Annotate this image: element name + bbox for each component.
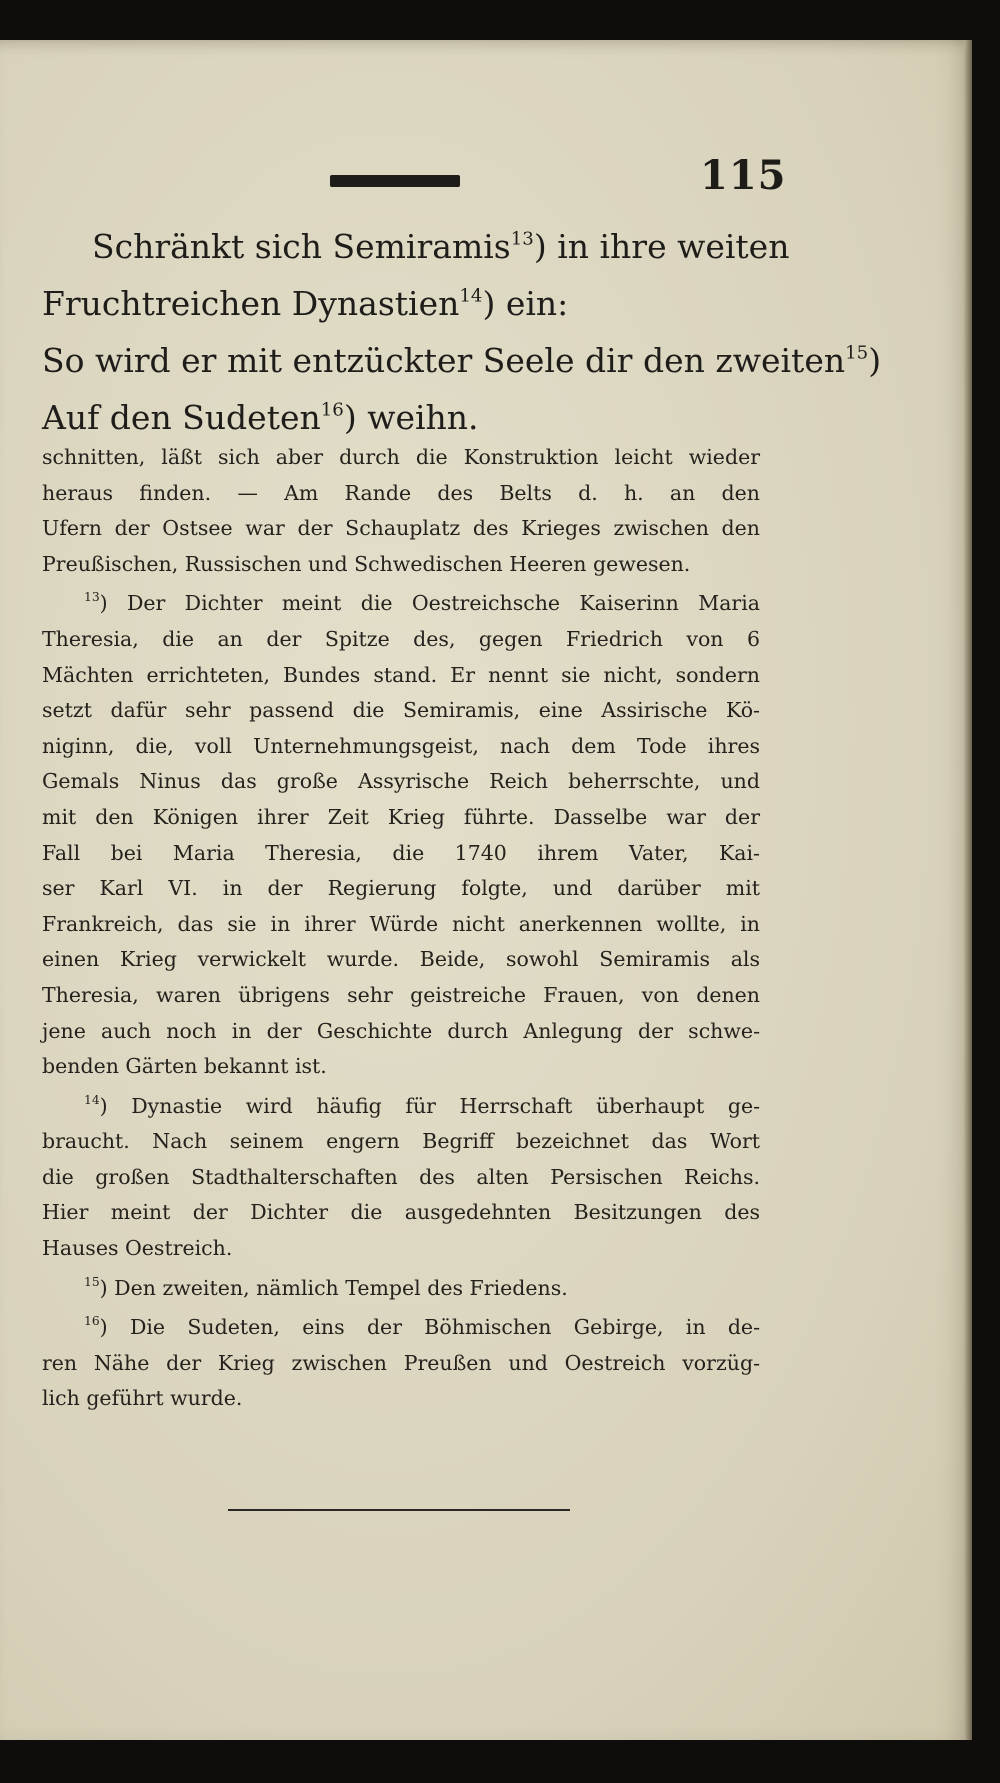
footnote (42, 1089, 760, 1267)
footnote-marker: 16 (320, 399, 344, 421)
footnote-text: ) Die Sudeten, eins der Böhmischen Gebirge, in de- (99, 1315, 760, 1340)
footnote-text: Frankreich, das sie in ihrer Würde nicht anerkennen wollte, in (42, 911, 760, 936)
footnote-line (42, 693, 760, 729)
footnote-text: mit den Königen ihrer Zeit Krieg führte. Dasselbe war der (42, 804, 760, 829)
footnote-line (42, 1381, 760, 1417)
footnote-text: setzt dafür sehr passend die Semiramis, eine Assirische Kö- (42, 698, 760, 723)
footnote-text: Mächten errichteten, Bundes stand. Er nennt sie nicht, sondern (42, 662, 760, 687)
footnote-text: einen Krieg verwickelt wurde. Beide, sowohl Semiramis als (42, 947, 760, 972)
footnote-text: lich geführt wurde. (42, 1386, 243, 1411)
footnotes (42, 440, 760, 1417)
footnote-text: die großen Stadthalterschaften des alten Persischen Reichs. (42, 1164, 760, 1189)
footnote-line (42, 1310, 760, 1346)
footnote (42, 1271, 760, 1307)
poem-verse (42, 218, 922, 446)
footnote-line (42, 836, 760, 872)
footnote (42, 440, 760, 582)
footnote-line (42, 1160, 760, 1196)
footer-rule (228, 1509, 570, 1511)
footnote-line (42, 1049, 760, 1085)
footnote-line (42, 547, 760, 583)
footnote-text: niginn, die, voll Unternehmungsgeist, nach dem Tode ihres (42, 733, 760, 758)
verse-text: Fruchtreichen Dynastien (42, 284, 460, 323)
footnote-text: Gemals Ninus das große Assyrische Reich beherrschte, und (42, 769, 760, 794)
verse-text-after: ) weihn. (343, 398, 479, 437)
footnote-text: ) Dynastie wird häufig für Herrschaft überhaupt ge- (99, 1093, 760, 1118)
footnote-text: Ufern der Ostsee war der Schauplatz des Krieges zwischen den (42, 516, 760, 541)
footnote-line (42, 1014, 760, 1050)
footnote-line (42, 1346, 760, 1382)
footnote-text: Fall bei Maria Theresia, die 1740 ihrem Vater, Kai- (42, 840, 760, 865)
footnote-line (42, 800, 760, 836)
footnote-line (42, 511, 760, 547)
footnote-line (42, 764, 760, 800)
footnote-line (42, 1271, 760, 1307)
verse-text: So wird er mit entzückter Seele dir den zweiten (42, 341, 846, 380)
footnote-line (42, 871, 760, 907)
footnote-text: Theresia, die an der Spitze des, gegen Friedrich von 6 (42, 626, 760, 651)
footnote-text: heraus finden. — Am Rande des Belts d. h. an den (42, 480, 760, 505)
page-edge (964, 40, 972, 1740)
footnote-line (42, 1195, 760, 1231)
footnote-text: ) Der Dichter meint die Oestreichsche Kaiserinn Maria (99, 591, 760, 616)
footnote-text: Preußischen, Russischen und Schwedischen Heeren gewesen. (42, 551, 691, 576)
footnote-line (42, 440, 760, 476)
footnote-text: braucht. Nach seinem engern Begriff bezeichnet das Wort (42, 1129, 760, 1154)
footnote-text: ren Nähe der Krieg zwischen Preußen und Oestreich vorzüg- (42, 1350, 760, 1375)
footnote-line (42, 586, 760, 622)
verse-text: Schränkt sich Semiramis (92, 227, 511, 266)
header-rule (330, 175, 460, 187)
footnote-line (42, 1231, 760, 1267)
footnote-line (42, 729, 760, 765)
footnote-line (42, 1089, 760, 1125)
footnote (42, 586, 760, 1084)
footnote-line (42, 907, 760, 943)
footnote-text: benden Gärten bekannt ist. (42, 1054, 327, 1079)
footnote-number: 14 (84, 1092, 100, 1107)
footnote-marker: 14 (459, 285, 483, 307)
footnote-line (42, 978, 760, 1014)
footnote-line (42, 1124, 760, 1160)
verse-text-after: ) (868, 341, 882, 380)
footnote-text: ) Den zweiten, nämlich Tempel des Friedens. (99, 1275, 568, 1300)
verse-line (42, 389, 922, 446)
footnote-number: 13 (84, 590, 100, 605)
footnote (42, 1310, 760, 1417)
footnote-text: Theresia, waren übrigens sehr geistreiche Frauen, von denen (42, 982, 760, 1007)
verse-text-after: ) in ihre weiten (533, 227, 790, 266)
footnote-marker: 15 (845, 342, 869, 364)
footnote-number: 16 (84, 1314, 100, 1329)
footnote-text: jene auch noch in der Geschichte durch Anlegung der schwe- (42, 1018, 760, 1043)
footnote-text: schnitten, läßt sich aber durch die Konstruktion leicht wieder (42, 445, 760, 469)
footnote-text: ser Karl VI. in der Regierung folgte, und darüber mit (42, 876, 760, 901)
footnote-text: Hier meint der Dichter die ausgedehnten Besitzungen des (42, 1200, 760, 1225)
verse-text-after: ) ein: (482, 284, 569, 323)
verse-text: Auf den Sudeten (42, 398, 321, 437)
verse-line (42, 332, 922, 389)
footnote-line (42, 658, 760, 694)
footnote-line (42, 476, 760, 512)
verse-line (42, 275, 922, 332)
footnote-line (42, 942, 760, 978)
footnote-marker: 13 (510, 228, 534, 250)
verse-line (42, 218, 922, 275)
footnote-line (42, 622, 760, 658)
footnote-text: Hauses Oestreich. (42, 1236, 233, 1261)
page-number: 115 (700, 152, 787, 199)
footnote-number: 15 (84, 1274, 100, 1289)
